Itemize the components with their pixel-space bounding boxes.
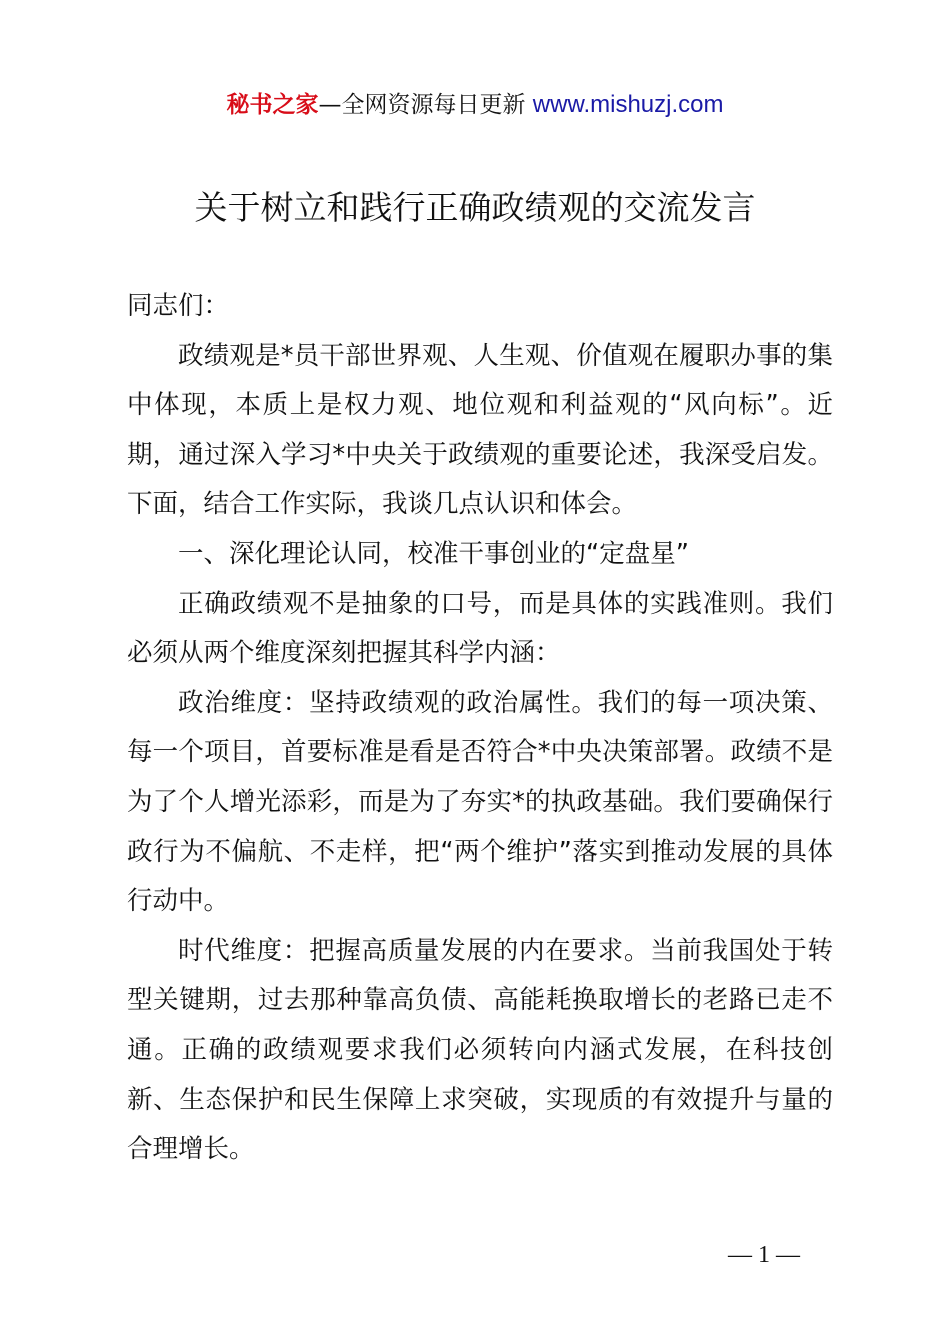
intro-paragraph: 政绩观是*员干部世界观、人生观、价值观在履职办事的集中体现，本质上是权力观、地位观和利益观的“风向标”。近期，通过深入学习*中央关于政绩观的重要论述，我深受启发。下面，结合工作实际，我谈几点认识和体会。: [127, 340, 833, 520]
body-paragraph: 政治维度：坚持政绩观的政治属性。我们的每一项决策、每一个项目，首要标准是看是否符合*中央决策部署。政绩不是为了个人增光添彩，而是为了夯实*的执政基础。我们要确保行政行为不偏航、不走样，把“两个维护”落实到推动发展的具体行动中。: [127, 687, 833, 917]
salutation: 同志们：: [127, 291, 230, 321]
header-slogan: —全网资源每日更新: [318, 92, 526, 118]
site-header: [0, 88, 950, 122]
site-url[interactable]: www.mishuzj.com: [532, 91, 724, 118]
body-paragraph: 正确政绩观不是抽象的口号，而是具体的实践准则。我们必须从两个维度深刻把握其科学内涵：: [127, 588, 833, 669]
document-title: 关于树立和践行正确政绩观的交流发言: [194, 188, 756, 227]
section-heading: 一、深化理论认同，校准干事创业的“定盘星”: [178, 538, 689, 569]
document-body: [127, 282, 833, 1175]
brand-name: 秘书之家: [226, 92, 319, 118]
page-number: — 1 —: [728, 1242, 800, 1268]
body-paragraph: 时代维度：把握高质量发展的内在要求。当前我国处于转型关键期，过去那种靠高负债、高能耗换取增长的老路已走不通。正确的政绩观要求我们必须转向内涵式发展，在科技创新、生态保护和民生保障上求突破，实现质的有效提升与量的合理增长。: [127, 935, 833, 1165]
